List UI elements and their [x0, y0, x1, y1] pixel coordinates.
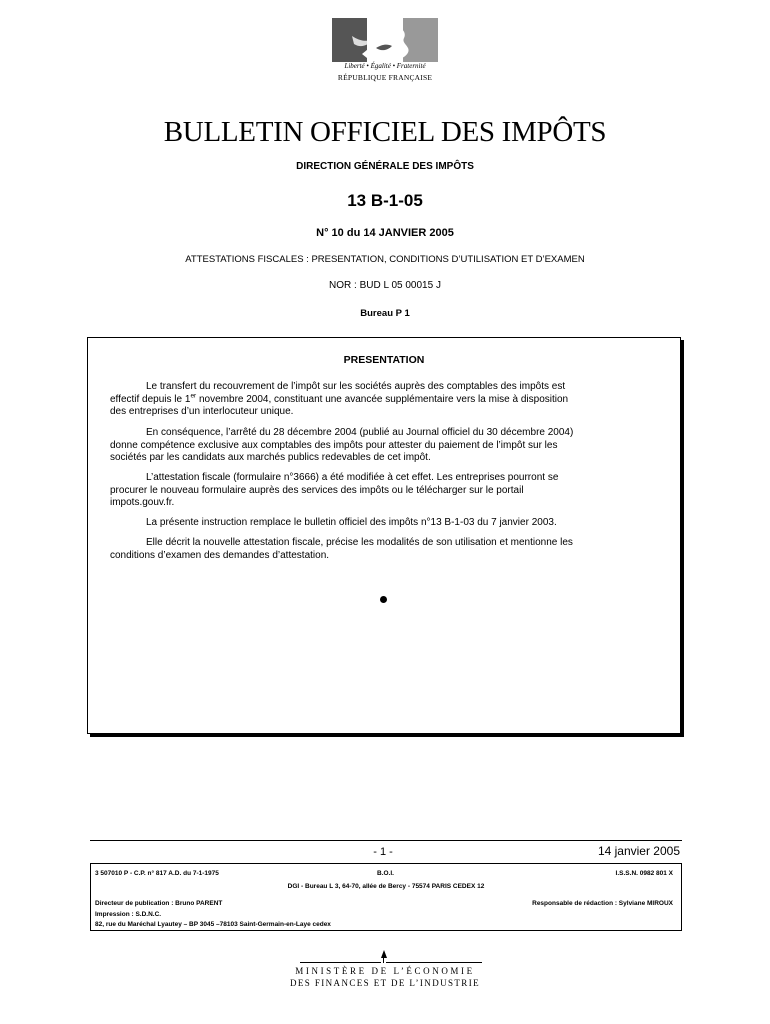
document-reference: 13 B-1-05 [347, 191, 423, 210]
ministry-rule-right [386, 962, 482, 963]
paragraph-3 [110, 472, 660, 510]
ministry-name-line1: MINISTÈRE DE L’ÉCONOMIE [295, 966, 475, 976]
ministry-rule-left [300, 962, 381, 963]
paragraph-line: En conséquence, l’arrêté du 28 décembre 2004 (publié au Journal officiel du 30 décembre 2004) [146, 427, 574, 438]
imprint-director: Directeur de publication : Bruno PARENT [95, 900, 223, 907]
paragraph-line: La présente instruction remplace le bulletin officiel des impôts n°13 B-1-03 du 7 janvier 2003. [146, 517, 557, 528]
imprint-boi: B.O.I. [377, 870, 394, 877]
document-title: BULLETIN OFFICIEL DES IMPÔTS [163, 116, 607, 148]
paragraph-4 [110, 517, 660, 530]
paragraph-2 [110, 427, 660, 465]
paragraph-line: impots.gouv.fr. [110, 497, 175, 508]
ministry-logo [0, 950, 770, 994]
document-subject: ATTESTATIONS FISCALES : PRESENTATION, CONDITIONS D’UTILISATION ET D’EXAMEN [185, 254, 585, 265]
imprint-issn: I.S.S.N. 0982 801 X [615, 870, 673, 877]
marianne-flag-icon [332, 18, 438, 62]
page-number: - 1 - [373, 846, 393, 858]
imprint-box [90, 863, 682, 931]
republic-logo [332, 18, 438, 86]
imprint-editor: Responsable de rédaction : Sylviane MIROUX [532, 900, 673, 907]
bullet-dot-icon [380, 596, 387, 603]
paragraph-line: donne compétence exclusive aux comptables des impôts pour attester du paiement de l’impôt sur les [110, 439, 558, 451]
paragraph-line: conditions d’examen des demandes d’attestation. [110, 549, 330, 561]
paragraph-line: procurer le nouveau formulaire auprès des services des impôts ou le télécharger sur le portail [110, 484, 524, 496]
presentation-heading: PRESENTATION [343, 354, 425, 366]
imprint-address: 82, rue du Maréchal Lyautey – BP 3045 –78103 Saint-Germain-en-Laye cedex [95, 921, 331, 928]
bureau-label: Bureau P 1 [360, 308, 410, 319]
nor-code: NOR : BUD L 05 00015 J [329, 280, 441, 291]
imprint-cp: 3 507010 P - C.P. n° 817 A.D. du 7-1-1975 [95, 870, 219, 877]
paragraph-5 [110, 537, 660, 562]
ministry-triangle-icon [381, 950, 387, 958]
paragraph-line: L’attestation fiscale (formulaire n°3666) a été modifiée à cet effet. Les entreprises pourront se [146, 472, 559, 483]
paragraph-line: Elle décrit la nouvelle attestation fiscale, précise les modalités de son utilisation et mentionne les [146, 537, 573, 548]
publication-date: 14 janvier 2005 [597, 844, 680, 858]
imprint-print: Impression : S.D.N.C. [95, 911, 162, 918]
imprint-dgi: DGI - Bureau L 3, 64-70, allée de Bercy - 75574 PARIS CEDEX 12 [287, 883, 485, 890]
republic-name: RÉPUBLIQUE FRANÇAISE [337, 73, 433, 82]
paragraph-line: effectif depuis le 1er novembre 2004, constituant une avancée supplémentaire vers la mise à disposition [110, 392, 569, 405]
paragraph-line: Le transfert du recouvrement de l’impôt sur les sociétés auprès des comptables des impôts est [146, 381, 566, 392]
direction-label: DIRECTION GÉNÉRALE DES IMPÔTS [296, 161, 474, 172]
ministry-name-line2: DES FINANCES ET DE L’INDUSTRIE [289, 978, 480, 988]
issue-number: N° 10 du 14 JANVIER 2005 [316, 227, 454, 239]
paragraph-line: sociétés par les candidats aux marchés publics redevables de cet impôt. [110, 452, 431, 463]
paragraph-1 [110, 381, 660, 419]
paragraph-line: des entreprises d’un interlocuteur unique. [110, 406, 294, 417]
ministry-triangle-stem [383, 958, 384, 963]
republic-motto: Liberté • Égalité • Fraternité [344, 62, 426, 70]
footer-rule [90, 840, 682, 841]
